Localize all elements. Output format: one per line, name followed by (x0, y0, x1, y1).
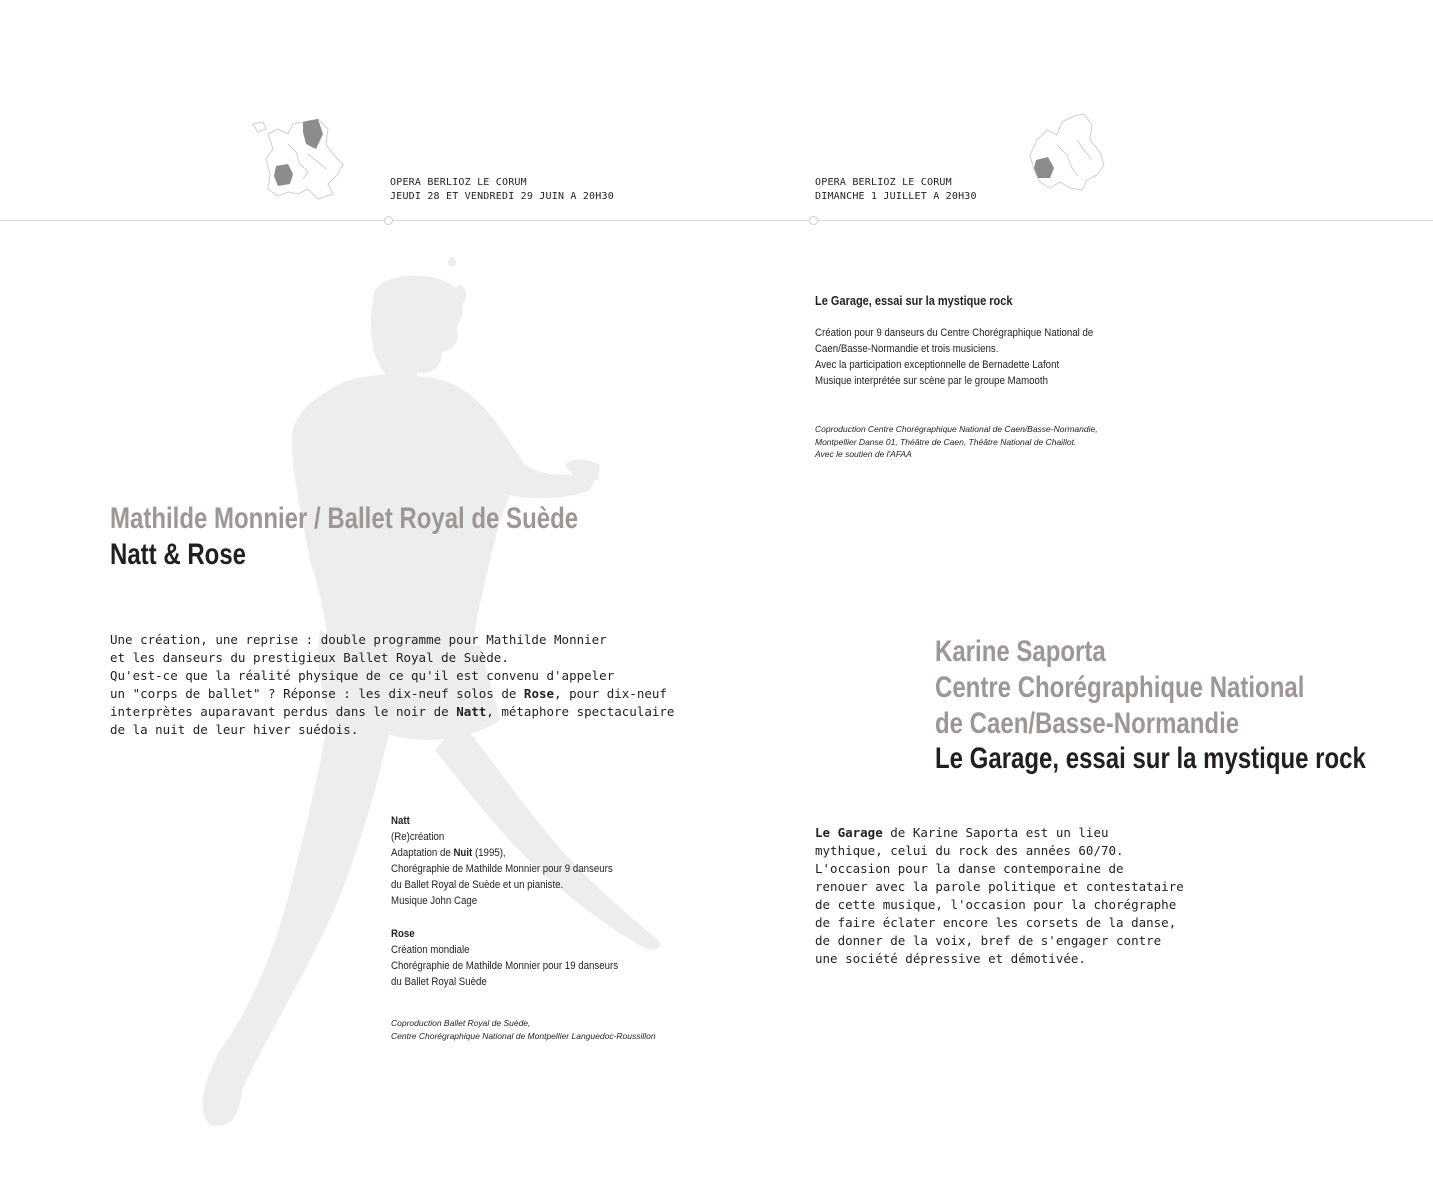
text-line: Une création, une reprise : double programme pour Mathilde Monnier (110, 632, 607, 647)
text-line: Chorégraphie de Mathilde Monnier pour 9 danseurs (391, 863, 613, 875)
text-line: Montpellier Danse 01, Théâtre de Caen, Théâtre National de Chaillot. (815, 436, 1077, 447)
text-line: Création pour 9 danseurs du Centre Chorégraphique National de (815, 327, 1094, 339)
rose-heading: Rose (391, 928, 415, 940)
date-line: JEUDI 28 ET VENDREDI 29 JUIN A 20H30 (390, 191, 614, 202)
venue-info-left (390, 176, 614, 204)
text-line: Création mondiale (391, 944, 470, 956)
artist-line: Karine Saporta (935, 635, 1106, 668)
divider-dot (809, 216, 818, 225)
text-line: Centre Chorégraphique National de Montpellier Languedoc-Roussillon (391, 1030, 656, 1041)
text-run: de Karine Saporta est un lieu (882, 825, 1109, 840)
text-line: Coproduction Centre Chorégraphique National de Caen/Basse-Normandie, (815, 424, 1098, 434)
intro-paragraph (110, 631, 674, 739)
text-run: interprètes auparavant perdus dans le noir de (110, 704, 457, 719)
emphasis-natt: Natt (456, 704, 487, 719)
right-details (815, 325, 1093, 389)
emphasis-rose: Rose (523, 686, 555, 701)
rose-credits (391, 926, 618, 990)
text-run: , métaphore spectaculaire (486, 704, 675, 719)
text-line: de faire éclater encore les corsets de la danse, (815, 915, 1177, 930)
right-show-title: Le Garage, essai sur la mystique rock (935, 742, 1366, 775)
artist-line: de Caen/Basse-Normandie (935, 707, 1240, 740)
text-run: un "corps de ballet" ? Réponse : les dix-neuf solos de (110, 686, 524, 701)
text-line: Qu'est-ce que la réalité physique de ce qu'il est convenu d'appeler (110, 668, 615, 683)
text-line: de cette musique, l'occasion pour la chorégraphe (815, 897, 1177, 912)
right-coproduction (815, 423, 1098, 461)
text-line: Coproduction Ballet Royal de Suède, (391, 1018, 531, 1028)
left-coproduction (391, 1017, 656, 1042)
text-run: , pour dix-neuf (554, 686, 667, 701)
text-line: Musique John Cage (391, 895, 478, 907)
text-line: (Re)création (391, 831, 445, 843)
europe-map-icon (1022, 110, 1107, 192)
show-title: Natt & Rose (110, 538, 247, 571)
text-line: du Ballet Royal de Suède et un pianiste. (391, 879, 564, 891)
text-line: de la nuit de leur hiver suédois. (110, 722, 359, 737)
right-artist-title (935, 634, 1304, 742)
emphasis-nuit: Nuit (453, 847, 473, 859)
text-line (815, 824, 1184, 842)
text-line: renouer avec la parole politique et contestataire (815, 879, 1184, 894)
right-body-paragraph (815, 824, 1184, 968)
venue-line: OPERA BERLIOZ LE CORUM (390, 177, 527, 188)
text-line: Avec le soutien de l'AFAA (815, 449, 912, 459)
text-line: Chorégraphie de Mathilde Monnier pour 19 danseurs (391, 960, 619, 972)
text-line: L'occasion pour la danse contemporaine de (815, 861, 1124, 876)
text-line (110, 685, 674, 703)
text-run: (1995), (472, 847, 506, 859)
emphasis-le-garage: Le Garage (815, 825, 883, 840)
venue-line: OPERA BERLIOZ LE CORUM (815, 177, 952, 188)
text-line: et les danseurs du prestigieux Ballet Royal de Suède. (110, 650, 509, 665)
text-line: mythique, celui du rock des années 60/70. (815, 843, 1124, 858)
artist-line: Centre Chorégraphique National (935, 671, 1305, 704)
text-line: une société dépressive et démotivée. (815, 951, 1086, 966)
text-line: du Ballet Royal Suède (391, 976, 487, 988)
header-divider (0, 220, 1433, 221)
date-line: DIMANCHE 1 JUILLET A 20H30 (815, 191, 977, 202)
text-line (391, 845, 613, 861)
text-line (110, 703, 674, 721)
text-line: Avec la participation exceptionnelle de Bernadette Lafont (815, 359, 1060, 371)
right-show-heading (815, 293, 1012, 309)
text-line: Caen/Basse-Normandie et trois musiciens. (815, 343, 999, 355)
europe-map-icon (248, 114, 348, 202)
natt-credits (391, 813, 613, 909)
natt-heading: Natt (391, 815, 410, 827)
show-heading: Le Garage, essai sur la mystique rock (815, 294, 1013, 308)
text-run: Adaptation de (391, 847, 454, 859)
text-line: de donner de la voix, bref de s'engager contre (815, 933, 1162, 948)
text-line: Musique interprétée sur scène par le groupe Mamooth (815, 375, 1048, 387)
artist-title: Mathilde Monnier / Ballet Royal de Suède (110, 502, 579, 535)
venue-info-right (815, 176, 977, 204)
divider-dot (384, 216, 393, 225)
